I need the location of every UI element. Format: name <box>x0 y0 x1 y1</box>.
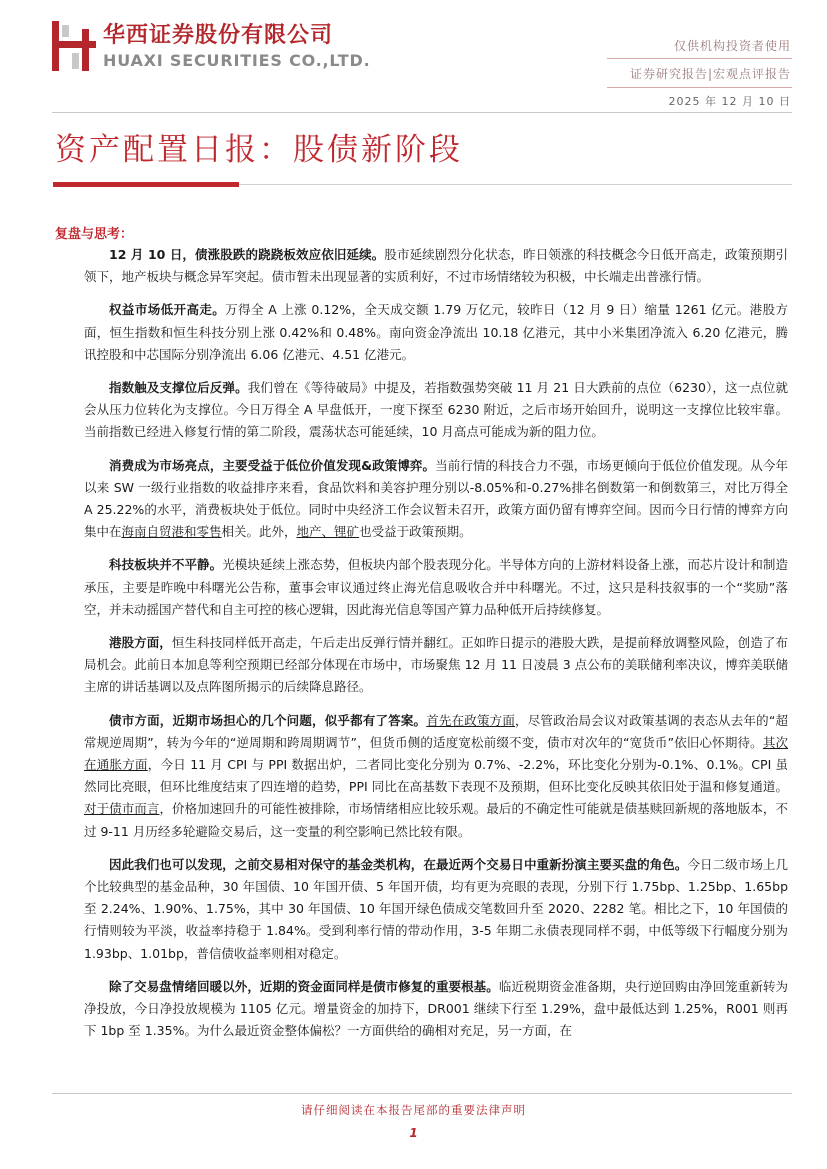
paragraph: 债市方面，近期市场担心的几个问题，似乎都有了答案。首先在政策方面，尽管政治局会议对政策基调的表态从去年的“超常规逆周期”，转为今年的“逆周期和跨周期调节”，但货币侧的适度宽松前缀不变，债市对次年的“宽货币”依旧心怀期待。其次在通胀方面，今日 11 月 CPI 与 PPI 数据出炉，二者同比变化分别为 0.7%、-2.2%，环比变化分别为-0.1%、0.1%。CPI 虽然同比亮眼，但环比维度结束了四连增的趋势，PPI 同比在高基数下表现不及预期，但环比变化反映其依旧处于温和修复通道。对于债市而言，价格加速回升的可能性被排除，市场情绪相应比较乐观。最后的不确定性可能就是债基赎回新规的落地版本，不过 9-11 月历经多轮避险交易后，这一变量的利空影响已然比较有限。 <box>84 712 788 839</box>
paragraph: 因此我们也可以发现，之前交易相对保守的基金类机构，在最近两个交易日中重新扮演主要买盘的角色。今日二级市场上几个比较典型的基金品种，30 年国债、10 年国开债、5 年国开债，均有更为亮眼的表现，分别下行 1.75bp、1.25bp、1.65bp 至 2.24%、1.90%、1.75%，其中 30 年国债、10 年国开绿色债成交笔数回升至 2020、2282 笔。相比之下，10 年国债的行情则较为平淡，收益率持稳于 1.84%。受到利率行情的带动作用，3-5 年期二永债表现同样不弱，中低等级下行幅度分别为 1.93bp、1.01bp，普信债收益率则相对稳定。 <box>84 856 788 961</box>
title-underline <box>239 184 792 185</box>
company-name-en: HUAXI SECURITIES CO.,LTD. <box>103 51 371 70</box>
company-name-cn: 华西证券股份有限公司 <box>103 23 334 48</box>
legal-notice: 请仔细阅读在本报告尾部的重要法律声明 <box>301 1103 526 1117</box>
divider <box>607 58 792 59</box>
investor-disclaimer: 仅供机构投资者使用 <box>673 39 791 53</box>
paragraph: 12 月 10 日，债涨股跌的跷跷板效应依旧延续。股市延续剧烈分化状态，昨日领涨的科技概念今日低开高走，政策预期引领下，地产板块与概念异军突起。债市暂未出现显著的实质利好，不过市场情绪较为积极，中长端走出普涨行情。 <box>84 247 788 285</box>
divider <box>607 87 792 88</box>
paragraph: 指数触及支撑位后反弹。我们曾在《等待破局》中提及，若指数强势突破 11 月 21 日大跌前的点位（6230），这一点位就会从压力位转化为支撑位。今日万得全 A 早盘低开，一度下探至 6230 附近，之后市场开始回升，说明这一支撑位比较牢靠。当前指数已经进入修复行情的第二阶段，震荡状态可能延续，10 月高点可能成为新的阻力位。 <box>84 380 788 440</box>
huaxi-logo-icon <box>52 21 96 71</box>
paragraph: 科技板块并不平静。光模块延续上涨态势，但板块内部个股表现分化。半导体方向的上游材料设备上涨，而芯片设计和制造承压，主要是昨晚中科曙光公告称，董事会审议通过终止海光信息吸收合并中科曙光。不过，这只是科技叙事的一个“奖励”落空，并未动摇国产替代和自主可控的核心逻辑，因此海光信息等国产算力品种低开后持续修复。 <box>84 557 788 617</box>
title-underline-accent <box>53 182 239 187</box>
report-type: 证券研究报告|宏观点评报告 <box>629 67 791 81</box>
page-number: 1 <box>409 1126 418 1140</box>
paragraph: 除了交易盘情绪回暖以外，近期的资金面同样是债市修复的重要根基。临近税期资金准备期，央行逆回购由净回笼重新转为净投放，今日净投放规模为 1105 亿元。增量资金的加持下，DR001 继续下行至 1.29%，盘中最低达到 1.25%，R001 则再下 1bp 至 1.35%。为什么最近资金整体偏松？一方面供给的确相对充足，另一方面，在 <box>84 978 788 1039</box>
report-title: 资产配置日报：股债新阶段 <box>55 132 463 168</box>
divider <box>52 112 792 113</box>
paragraph: 消费成为市场亮点，主要受益于低位价值发现&政策博弈。当前行情的科技合力不强，市场更倾向于低位价值发现。从今年以来 SW 一级行业指数的收益排序来看，食品饮料和美容护理分别以-8.05%和-0.27%排名倒数第一和倒数第三，对比万得全 A 25.22%的水平，消费板块处于低位。同时中央经济工作会议暂未召开，政策方面仍留有博弈空间。因而今日行情的博弈方向集中在海南自贸港和零售相关。此外，地产、锂矿也受益于政策预期。 <box>84 457 788 540</box>
report-date: 2025 年 12 月 10 日 <box>668 95 791 108</box>
paragraph: 权益市场低开高走。万得全 A 上涨 0.12%，全天成交额 1.79 万亿元，较昨日（12 月 9 日）缩量 1261 亿元。港股方面，恒生指数和恒生科技分别上涨 0.42%和 0.48%。南向资金净流出 10.18 亿港元，其中小米集团净流入 6.20 亿港元，腾讯控股和中芯国际分别净流出 6.06 亿港元、4.51 亿港元。 <box>84 302 788 362</box>
report-body <box>84 244 788 1043</box>
paragraph: 港股方面，恒生科技同样低开高走，午后走出反弹行情并翻红。正如昨日提示的港股大跌，是提前释放调整风险，创造了布局机会。此前日本加息等利空预期已经部分体现在市场中，市场聚焦 12 月 11 日凌晨 3 点公布的美联储利率决议，博弈美联储主席的讲话基调以及点阵图所揭示的后续降息路径。 <box>84 635 788 695</box>
divider <box>52 1093 792 1094</box>
section-title: 复盘与思考： <box>55 227 134 242</box>
